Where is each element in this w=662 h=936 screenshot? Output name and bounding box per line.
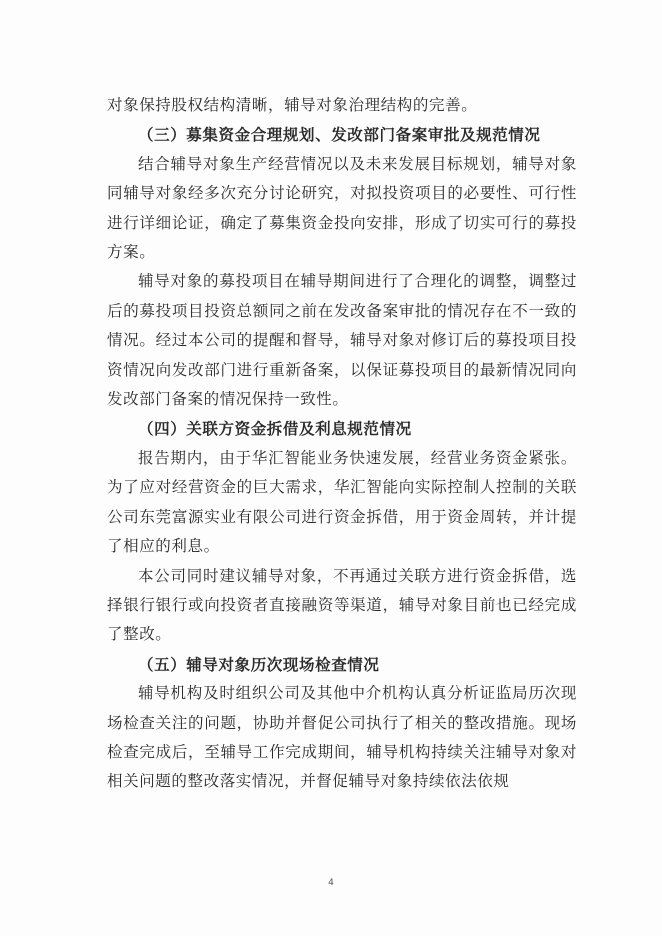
paragraph-related-party-loans: 报告期内，由于华汇智能业务快速发展，经营业务资金紧张。为了应对经营资金的巨大需求，华汇智能向实际控制人控制的关联公司东莞富源实业有限公司进行资金拆借，用于资金周转，并计提了相应的利息。	[107, 448, 577, 556]
heading-section-3: （三）募集资金合理规划、发改部门备案审批及规范情况	[138, 125, 541, 145]
heading-section-4: （四）关联方资金拆借及利息规范情况	[138, 419, 412, 439]
page-number: 4	[328, 878, 334, 888]
paragraph-project-adjustment: 辅导对象的募投项目在辅导期间进行了合理化的调整，调整过后的募投项目投资总额同之前在发改备案审批的情况存在不一致的情况。经过本公司的提醒和督导，辅导对象对修订后的募投项目投资情况向发改部门进行重新备案，以保证募投项目的最新情况同向发改部门备案的情况保持一致性。	[107, 272, 577, 409]
paragraph-governance-continued: 对象保持股权结构清晰，辅导对象治理结构的完善。	[107, 96, 478, 114]
paragraph-rectification: 本公司同时建议辅导对象，不再通过关联方进行资金拆借，选择银行银行或向投资者直接融资等渠道，辅导对象目前也已经完成了整改。	[107, 566, 577, 644]
paragraph-onsite-inspection: 辅导机构及时组织公司及其他中介机构认真分析证监局历次现场检查关注的问题，协助并督促公司执行了相关的整改措施。现场检查完成后，至辅导工作完成期间，辅导机构持续关注辅导对象对相关问题的整改落实情况，并督促辅导对象持续依法依规	[107, 684, 577, 791]
heading-section-5: （五）辅导对象历次现场检查情况	[138, 654, 380, 674]
document-body	[107, 91, 577, 797]
paragraph-fundraising-plan: 结合辅导对象生产经营情况以及未来发展目标规划，辅导对象同辅导对象经多次充分讨论研究，对拟投资项目的必要性、可行性进行详细论证，确定了募集资金投向安排，形成了切实可行的募投方案。	[107, 154, 577, 262]
